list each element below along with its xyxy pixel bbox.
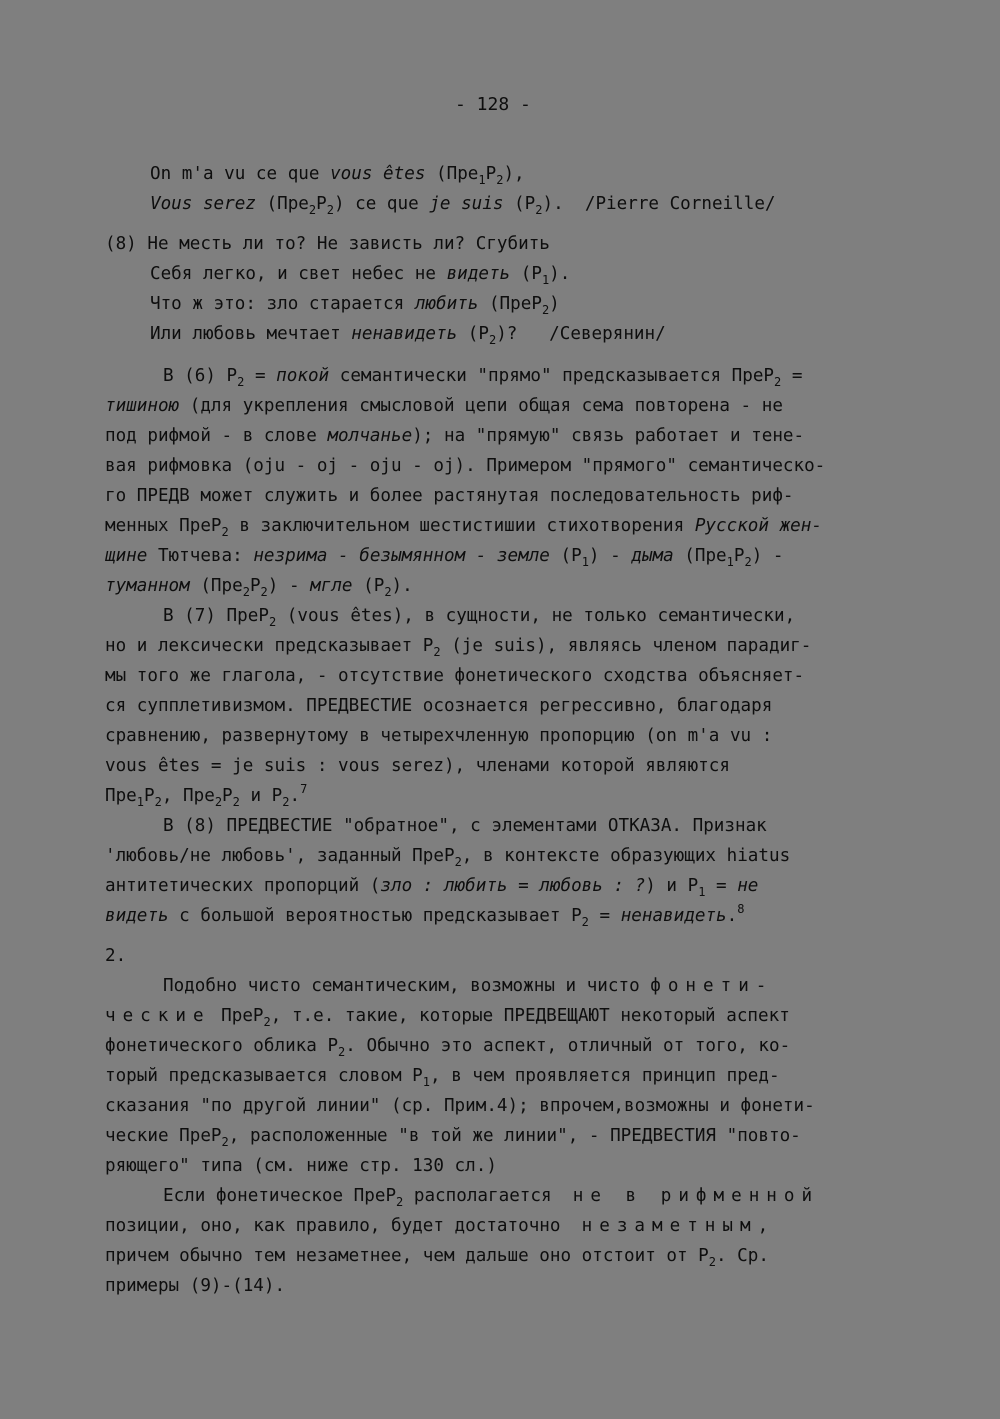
- paragraph-line: фонетического облика $Р_2$. Обычно это аспект, отличный от того, ко-: [105, 1036, 791, 1059]
- paragraph-line: но и лексически предсказывает $Р_2$ (je suis), являясь членом парадиг-: [105, 636, 812, 659]
- paragraph-line: менных ПреР$_2$ в заключительном шестистишии стихотворения Русской жен-: [105, 516, 822, 539]
- paragraph-line: примеры (9)-(14).: [105, 1276, 286, 1296]
- paragraph-line: В (8) ПРЕДВЕСТИЕ "обратное", с элементами ОТКАЗА. Признак: [163, 816, 767, 836]
- paragraph-line: под рифмой - в слове молчанье); на "прямую" связь работает и тене-: [105, 426, 805, 446]
- paragraph-line: антитетических пропорций (зло : любить = любовь : ?) и $Р_1$ = не: [105, 876, 759, 899]
- paragraph-line: 'любовь/не любовь', заданный ПреР$_2$, в контексте образующих hiatus: [105, 846, 791, 869]
- paragraph-line: туманном $(Пре_2Р_2)$ - мгле $(Р_2)$.: [105, 576, 413, 599]
- paragraph-line: сказания "по другой линии" (ср. Прим.4); впрочем,возможны и фонети-: [105, 1096, 815, 1116]
- paragraph-line: сравнению, развернутому в четырехчленную пропорцию (on m'a vu :: [105, 726, 773, 746]
- paragraph-line: щине Тютчева: незрима - безымянном - земле $(Р_1)$ - дыма $(Пре_1Р_2)$ -: [105, 546, 784, 569]
- page-number: - 128 -: [455, 94, 531, 115]
- paragraph-line: Подобно чисто семантическим, возможны и чисто фонети-: [163, 976, 774, 996]
- paragraph-line: В (7) ПреР$_2$ (vous êtes), в сущности, не только семантически,: [163, 606, 796, 629]
- paragraph-line: ческие ПреР$_2$, т.е. такие, которые ПРЕДВЕЩАЮТ некоторый аспект: [105, 1006, 790, 1029]
- section-number: 2.: [105, 946, 127, 966]
- verse-line-1: On m'a vu ce que vous êtes $(Пре_1Р_2)$,: [150, 164, 525, 187]
- paragraph-line: ся супплетивизмом. ПРЕДВЕСТИЕ осознается регрессивно, благодаря: [105, 696, 773, 716]
- verse-line-2: Vous serez $(Пре_2Р_2)$ ce que je suis $(Р_2)$. /Pierre Corneille/: [150, 194, 776, 217]
- paragraph-line: торый предсказывается словом $Р_1$, в чем проявляется принцип пред-: [105, 1066, 780, 1089]
- paragraph-line: видеть с большой вероятностью предсказывает $Р_2$ = ненавидеть.$^8$: [105, 902, 745, 929]
- paragraph-line: го ПРЕДВ может служить и более растянутая последовательность риф-: [105, 486, 794, 506]
- paragraph-line: вая рифмовка (oju - oj - oju - oj). Примером "прямого" семантическо-: [105, 456, 826, 476]
- verse-line-6: Или любовь мечтает ненавидеть $(Р_2)$? /Северянин/: [150, 324, 666, 347]
- paragraph-line: позиции, оно, как правило, будет достаточно незаметным,: [105, 1216, 776, 1236]
- verse-line-4: Себя легко, и свет небес не видеть $(Р_1)$.: [150, 264, 571, 287]
- paragraph-line: мы того же глагола, - отсутствие фонетического сходства объясняет-: [105, 666, 805, 686]
- verse-line-5: Что ж это: зло старается любить (ПреР$_2$): [150, 294, 560, 317]
- paragraph-line: В (6) $Р_2$ = покой семантически "прямо" предсказывается ПреР$_2$ =: [163, 366, 803, 389]
- paragraph-line: причем обычно тем незаметнее, чем дальше оно отстоит от $Р_2$. Ср.: [105, 1246, 769, 1269]
- paragraph-line: Если фонетическое ПреР$_2$ располагается не в рифменной: [163, 1186, 820, 1209]
- paragraph-line: тишиною (для укрепления смысловой цепи общая сема повторена - не: [105, 396, 783, 416]
- paragraph-line: ческие ПреР$_2$, расположенные "в той же линии", - ПРЕДВЕСТИЯ "повто-: [105, 1126, 801, 1149]
- paragraph-line: vous êtes = je suis : vous serez), членами которой являются: [105, 756, 730, 776]
- verse-line-3: (8) Не месть ли то? Не зависть ли? Сгубить: [105, 234, 550, 254]
- paragraph-line: ряющего" типа (см. ниже стр. 130 сл.): [105, 1156, 497, 1176]
- paragraph-line: $Пре_1Р_2$, $Пре_2Р_2$ и $Р_2.^7$: [105, 782, 308, 809]
